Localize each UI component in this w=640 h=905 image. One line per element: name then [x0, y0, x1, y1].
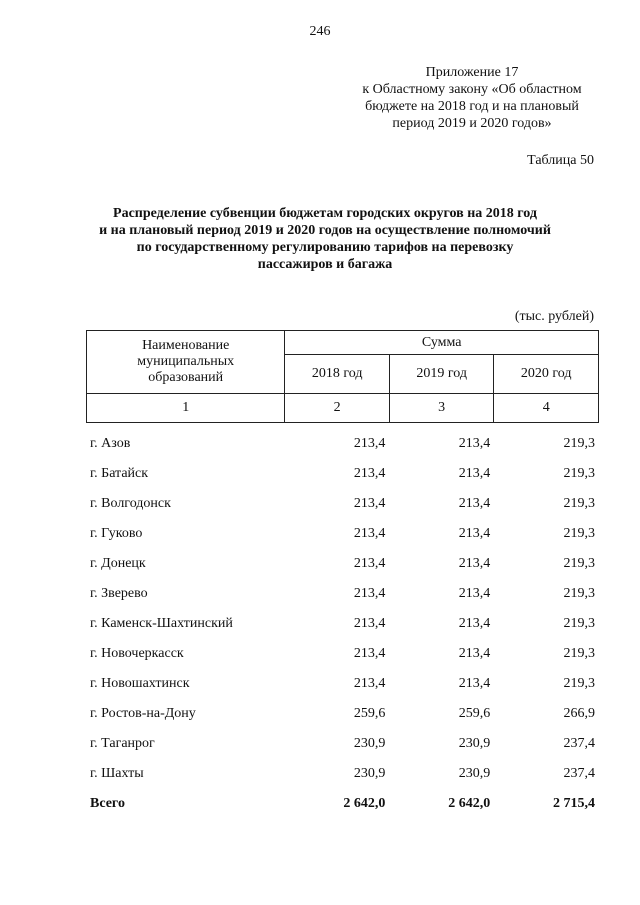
value-2018: 230,9 [353, 766, 386, 781]
table-number: Таблица 50 [527, 153, 594, 168]
table-row [86, 579, 599, 609]
municipality-name: г. Гуково [90, 526, 143, 541]
value-2019: 213,4 [458, 676, 491, 691]
page-number: 246 [309, 24, 331, 39]
value-2020: 219,3 [563, 646, 595, 661]
table-row [86, 489, 599, 519]
column-number-4: 4 [494, 394, 599, 423]
municipality-name: г. Батайск [90, 466, 149, 481]
value-2020: 2 715,4 [553, 796, 595, 811]
header-year-2020: 2020 год [494, 355, 599, 394]
value-2020: 219,3 [563, 676, 595, 691]
header-name-cell [87, 331, 285, 394]
value-2018: 259,6 [353, 706, 386, 721]
table-body [86, 429, 599, 819]
table-row [86, 639, 599, 669]
value-2018: 213,4 [353, 436, 386, 451]
value-2020: 219,3 [563, 466, 595, 481]
units-label: (тыс. рублей) [514, 309, 594, 324]
value-2019: 213,4 [458, 586, 491, 601]
value-2018: 213,4 [353, 556, 386, 571]
municipality-name: г. Азов [90, 436, 131, 451]
value-2019: 213,4 [458, 496, 491, 511]
value-2020: 219,3 [563, 616, 595, 631]
value-2018: 213,4 [353, 676, 386, 691]
municipality-name: г. Новошахтинск [90, 676, 190, 691]
value-2018: 230,9 [353, 736, 386, 751]
value-2018: 213,4 [353, 466, 386, 481]
title-line: по государственному регулированию тарифов на перевозку [136, 240, 514, 255]
header-sum-cell: Сумма [285, 331, 599, 355]
table-row [86, 549, 599, 579]
municipality-name: г. Таганрог [90, 736, 155, 751]
value-2019: 213,4 [458, 646, 491, 661]
title-line: Распределение субвенции бюджетам городских округов на 2018 год [113, 206, 537, 221]
value-2020: 219,3 [563, 526, 595, 541]
value-2020: 219,3 [563, 496, 595, 511]
municipality-name: г. Донецк [90, 556, 146, 571]
value-2020: 237,4 [563, 736, 595, 751]
value-2019: 259,6 [458, 706, 491, 721]
value-2020: 219,3 [563, 556, 595, 571]
document-title [90, 205, 560, 273]
appendix-line: бюджете на 2018 год и на плановый [365, 99, 579, 114]
appendix-line: период 2019 и 2020 годов» [392, 116, 552, 131]
value-2018: 2 642,0 [343, 796, 386, 811]
appendix-line: к Областному закону «Об областном [362, 82, 582, 97]
table-row [86, 759, 599, 789]
table-row [86, 669, 599, 699]
value-2020: 219,3 [563, 586, 595, 601]
municipality-name: г. Новочеркасск [90, 646, 184, 661]
municipality-name: г. Шахты [90, 766, 144, 781]
municipality-name: г. Зверево [90, 586, 148, 601]
value-2018: 213,4 [353, 496, 386, 511]
table-row [86, 429, 599, 459]
title-line: и на плановый период 2019 и 2020 годов на осуществление полномочий [99, 223, 551, 238]
column-number-1: 1 [87, 394, 285, 423]
value-2020: 219,3 [563, 436, 595, 451]
value-2019: 213,4 [458, 556, 491, 571]
header-year-2019: 2019 год [389, 355, 494, 394]
municipality-name: Всего [90, 796, 125, 811]
table-row [86, 609, 599, 639]
header-name-line: Наименование [142, 338, 230, 353]
total-row [86, 789, 599, 819]
value-2019: 2 642,0 [448, 796, 491, 811]
header-name-line: образований [148, 370, 224, 385]
table-header [86, 330, 599, 423]
value-2019: 213,4 [458, 616, 491, 631]
table-row [86, 519, 599, 549]
value-2019: 213,4 [458, 526, 491, 541]
column-number-2: 2 [285, 394, 390, 423]
value-2018: 213,4 [353, 586, 386, 601]
column-number-3: 3 [389, 394, 494, 423]
value-2019: 213,4 [458, 436, 491, 451]
table-row [86, 699, 599, 729]
appendix-line: Приложение 17 [425, 65, 519, 80]
value-2018: 213,4 [353, 526, 386, 541]
value-2019: 230,9 [458, 766, 491, 781]
municipality-name: г. Каменск-Шахтинский [90, 616, 233, 631]
value-2018: 213,4 [353, 616, 386, 631]
table-row [86, 459, 599, 489]
value-2018: 213,4 [353, 646, 386, 661]
value-2020: 237,4 [563, 766, 595, 781]
header-name-line: муниципальных [137, 354, 235, 369]
municipality-name: г. Ростов-на-Дону [90, 706, 196, 721]
value-2019: 213,4 [458, 466, 491, 481]
header-year-2018: 2018 год [285, 355, 390, 394]
value-2019: 230,9 [458, 736, 491, 751]
appendix-reference [342, 64, 602, 132]
title-line: пассажиров и багажа [257, 257, 393, 272]
municipality-name: г. Волгодонск [90, 496, 171, 511]
table-row [86, 729, 599, 759]
value-2020: 266,9 [563, 706, 595, 721]
table-rows [86, 429, 599, 819]
